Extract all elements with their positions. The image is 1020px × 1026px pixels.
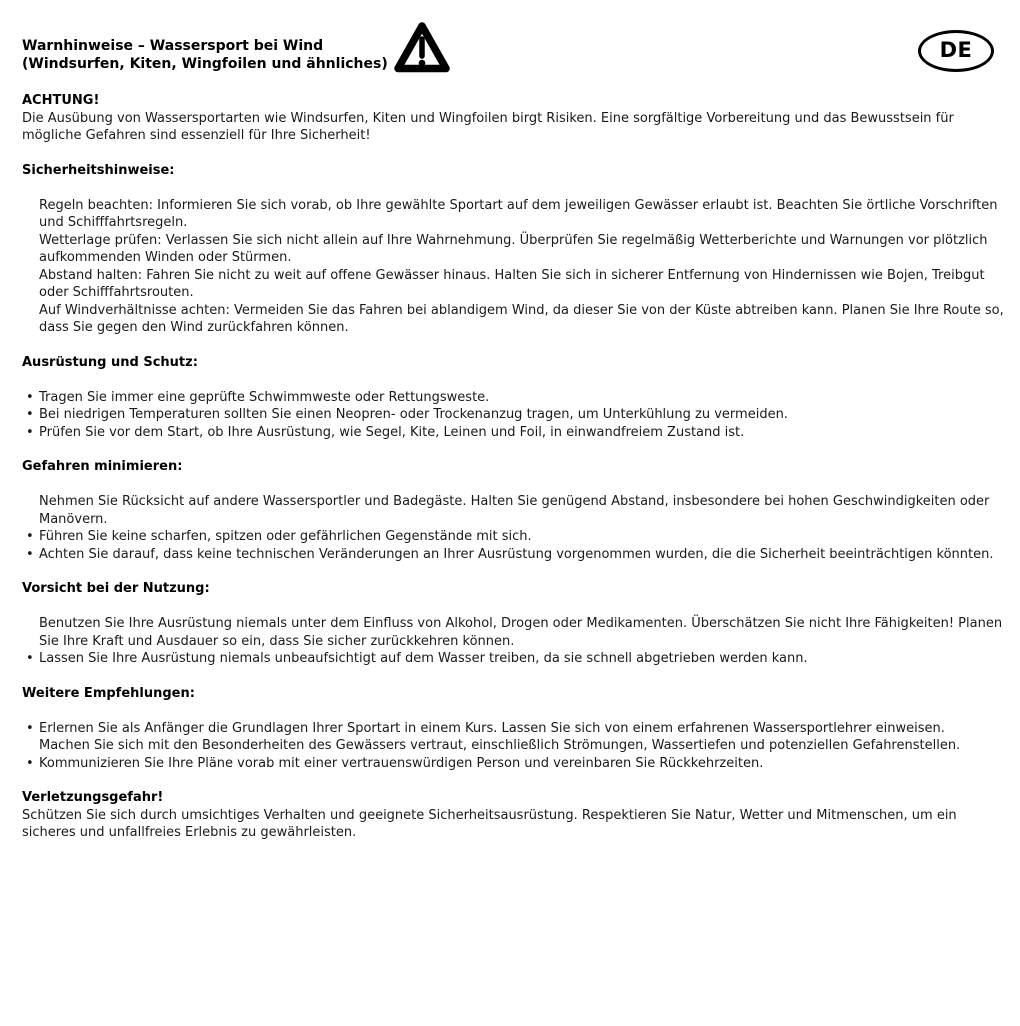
section-ausruestung-und-schutz [22, 354, 1006, 442]
list-item [22, 424, 1006, 442]
section-weitere-empfehlungen [22, 685, 1006, 773]
section-verletzungsgefahr [22, 789, 1006, 842]
list-item-text: Benutzen Sie Ihre Ausrüstung niemals unter dem Einfluss von Alkohol, Drogen oder Medikamenten. Überschätzen Sie nicht Ihre Fähigkeiten! Planen Sie Ihre Kraft und Ausdauer so ein, dass Sie sicher zurückkehren können. [39, 616, 1003, 649]
list-item [22, 737, 1006, 755]
list-item [22, 406, 1006, 424]
list-item-text: Führen Sie keine scharfen, spitzen oder gefährlichen Gegenstände mit sich. [39, 529, 532, 544]
list-item-text: Wetterlage prüfen: Verlassen Sie sich nicht allein auf Ihre Wahrnehmung. Überprüfen Sie regelmäßig Wetterberichte und Warnungen vor plötzlich aufkommenden Winden oder Stürmen. [39, 232, 988, 265]
section-paragraph: Die Ausübung von Wassersportarten wie Windsurfen, Kiten und Wingfoilen birgt Risiken. Eine sorgfältige Vorbereitung und das Bewusstsein für mögliche Gefahren sind essenziell für Ihre Sicherheit! [22, 110, 954, 143]
list-item [22, 615, 1006, 650]
section-list [22, 615, 1006, 668]
page-title-line1: Warnhinweise – Wassersport bei Wind [22, 38, 324, 54]
section-heading: Ausrüstung und Schutz: [22, 354, 198, 370]
list-item [22, 546, 1006, 564]
section-achtung [22, 92, 1006, 145]
section-list [22, 197, 1006, 337]
list-item [22, 232, 1006, 267]
list-item [22, 197, 1006, 232]
list-item-text: Tragen Sie immer eine geprüfte Schwimmweste oder Rettungsweste. [39, 389, 490, 405]
bullet-icon: • [26, 546, 34, 562]
section-list [22, 493, 1006, 563]
list-item-text: Machen Sie sich mit den Besonderheiten des Gewässers vertraut, einschließlich Strömungen, Wassertiefen und potenziellen Gefahrenstellen. [39, 738, 961, 753]
bullet-icon: • [26, 424, 34, 440]
list-item [22, 389, 1006, 407]
document-header [22, 20, 1006, 75]
list-item-text: Erlernen Sie als Anfänger die Grundlagen Ihrer Sportart in einem Kurs. Lassen Sie sich von einem erfahrenen Wassersportlehrer einweisen. [39, 720, 945, 736]
section-heading: Sicherheitshinweise: [22, 162, 175, 178]
section-heading: Verletzungsgefahr! [22, 790, 164, 805]
list-item-text: Lassen Sie Ihre Ausrüstung niemals unbeaufsichtigt auf dem Wasser treiben, da sie schnell abgetrieben werden kann. [39, 651, 808, 666]
list-item-text: Prüfen Sie vor dem Start, ob Ihre Ausrüstung, wie Segel, Kite, Leinen und Foil, in einwandfreiem Zustand ist. [39, 424, 745, 440]
bullet-icon: • [26, 720, 34, 736]
bullet-icon: • [26, 407, 34, 422]
page-title-line2: (Windsurfen, Kiten, Wingfoilen und ähnliches) [22, 56, 388, 72]
list-item [22, 493, 1006, 528]
section-vorsicht-bei-der-nutzung [22, 580, 1006, 668]
list-item-text: Abstand halten: Fahren Sie nicht zu weit auf offene Gewässer hinaus. Halten Sie sich in sicherer Entfernung von Hindernissen wie Bojen, Treibgut oder Schifffahrtsrouten. [39, 267, 985, 300]
list-item [22, 528, 1006, 546]
section-list [22, 389, 1006, 442]
section-heading: Vorsicht bei der Nutzung: [22, 581, 210, 596]
page-title [22, 37, 388, 73]
bullet-icon: • [26, 389, 34, 405]
section-heading: ACHTUNG! [22, 93, 100, 108]
bullet-icon: • [26, 529, 34, 544]
bullet-icon: • [26, 651, 34, 666]
list-item-text: Kommunizieren Sie Ihre Pläne vorab mit einer vertrauenswürdigen Person und vereinbaren Sie Rückkehrzeiten. [39, 755, 764, 771]
list-item-text: Nehmen Sie Rücksicht auf andere Wassersportler und Badegäste. Halten Sie genügend Abstand, insbesondere bei hohen Geschwindigkeiten oder Manövern. [39, 494, 990, 527]
section-heading: Weitere Empfehlungen: [22, 685, 195, 701]
list-item [22, 755, 1006, 773]
list-item [22, 650, 1006, 668]
list-item-text: Auf Windverhältnisse achten: Vermeiden Sie das Fahren bei ablandigem Wind, da dieser Sie von der Küste abtreiben kann. Planen Sie Ihre Route so, dass Sie gegen den Wind zurückfahren können. [39, 302, 1004, 335]
list-item-text: Regeln beachten: Informieren Sie sich vorab, ob Ihre gewählte Sportart auf dem jeweiligen Gewässer erlaubt ist. Beachten Sie örtliche Vorschriften und Schifffahrtsregeln. [39, 197, 998, 230]
list-item-text: Bei niedrigen Temperaturen sollten Sie einen Neopren- oder Trockenanzug tragen, um Unterkühlung zu vermeiden. [39, 407, 788, 422]
section-list [22, 720, 1006, 773]
list-item-text: Achten Sie darauf, dass keine technischen Veränderungen an Ihrer Ausrüstung vorgenommen wurden, die die Sicherheit beeinträchtigen könnten. [39, 546, 994, 562]
list-item [22, 267, 1006, 302]
list-item [22, 720, 1006, 738]
list-item [22, 302, 1006, 337]
warning-triangle-icon [393, 20, 451, 75]
bullet-icon: • [26, 755, 34, 771]
section-sicherheitshinweise [22, 162, 1006, 337]
language-badge: DE [918, 30, 994, 72]
section-heading: Gefahren minimieren: [22, 459, 183, 474]
section-gefahren-minimieren [22, 458, 1006, 563]
section-paragraph: Schützen Sie sich durch umsichtiges Verhalten und geeignete Sicherheitsausrüstung. Respektieren Sie Natur, Wetter und Mitmenschen, um ein sicheres und unfallfreies Erlebnis zu gewährleisten. [22, 807, 957, 840]
